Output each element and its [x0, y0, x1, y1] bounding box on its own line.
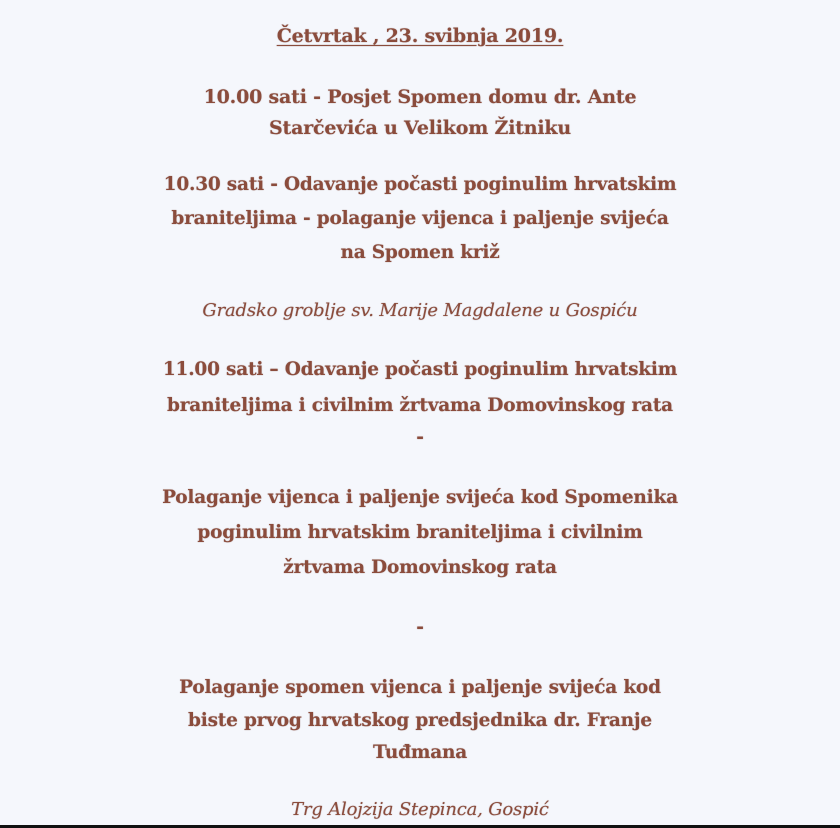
event-line: Polaganje spomen vijenca i paljenje svijeća kod — [179, 677, 661, 698]
separator-dash: - — [416, 617, 424, 638]
location-trg-alojzija-stepinca: Trg Alojzija Stepinca, Gospić — [291, 799, 549, 820]
event-line: poginulim hrvatskim braniteljima i civilnim — [197, 522, 643, 543]
separator-dash: - — [416, 427, 424, 448]
event-line: 11.00 sati – Odavanje počasti poginulim hrvatskim — [162, 359, 678, 380]
event-line: braniteljima - polaganje vijenca i paljenje svijeća — [171, 208, 669, 229]
event-line: 10.00 sati - Posjet Spomen domu dr. Ante — [203, 86, 637, 108]
event-line: na Spomen križ — [340, 242, 500, 263]
event-line: biste prvog hrvatskog predsjednika dr. Franje — [188, 710, 652, 731]
location-gradsko-groblje: Gradsko groblje sv. Marije Magdalene u Gospiću — [202, 300, 638, 321]
event-line: Tuđmana — [372, 742, 468, 763]
event-line: žrtvama Domovinskog rata — [283, 557, 557, 578]
event-line: braniteljima i civilnim žrtvama Domovinskog rata — [167, 395, 673, 416]
event-line: Polaganje vijenca i paljenje svijeća kod Spomenika — [162, 487, 678, 508]
date-heading: Četvrtak , 23. svibnja 2019. — [276, 25, 564, 47]
event-line: Starčevića u Velikom Žitniku — [268, 117, 571, 139]
event-line: 10.30 sati - Odavanje počasti poginulim hrvatskim — [163, 174, 677, 195]
